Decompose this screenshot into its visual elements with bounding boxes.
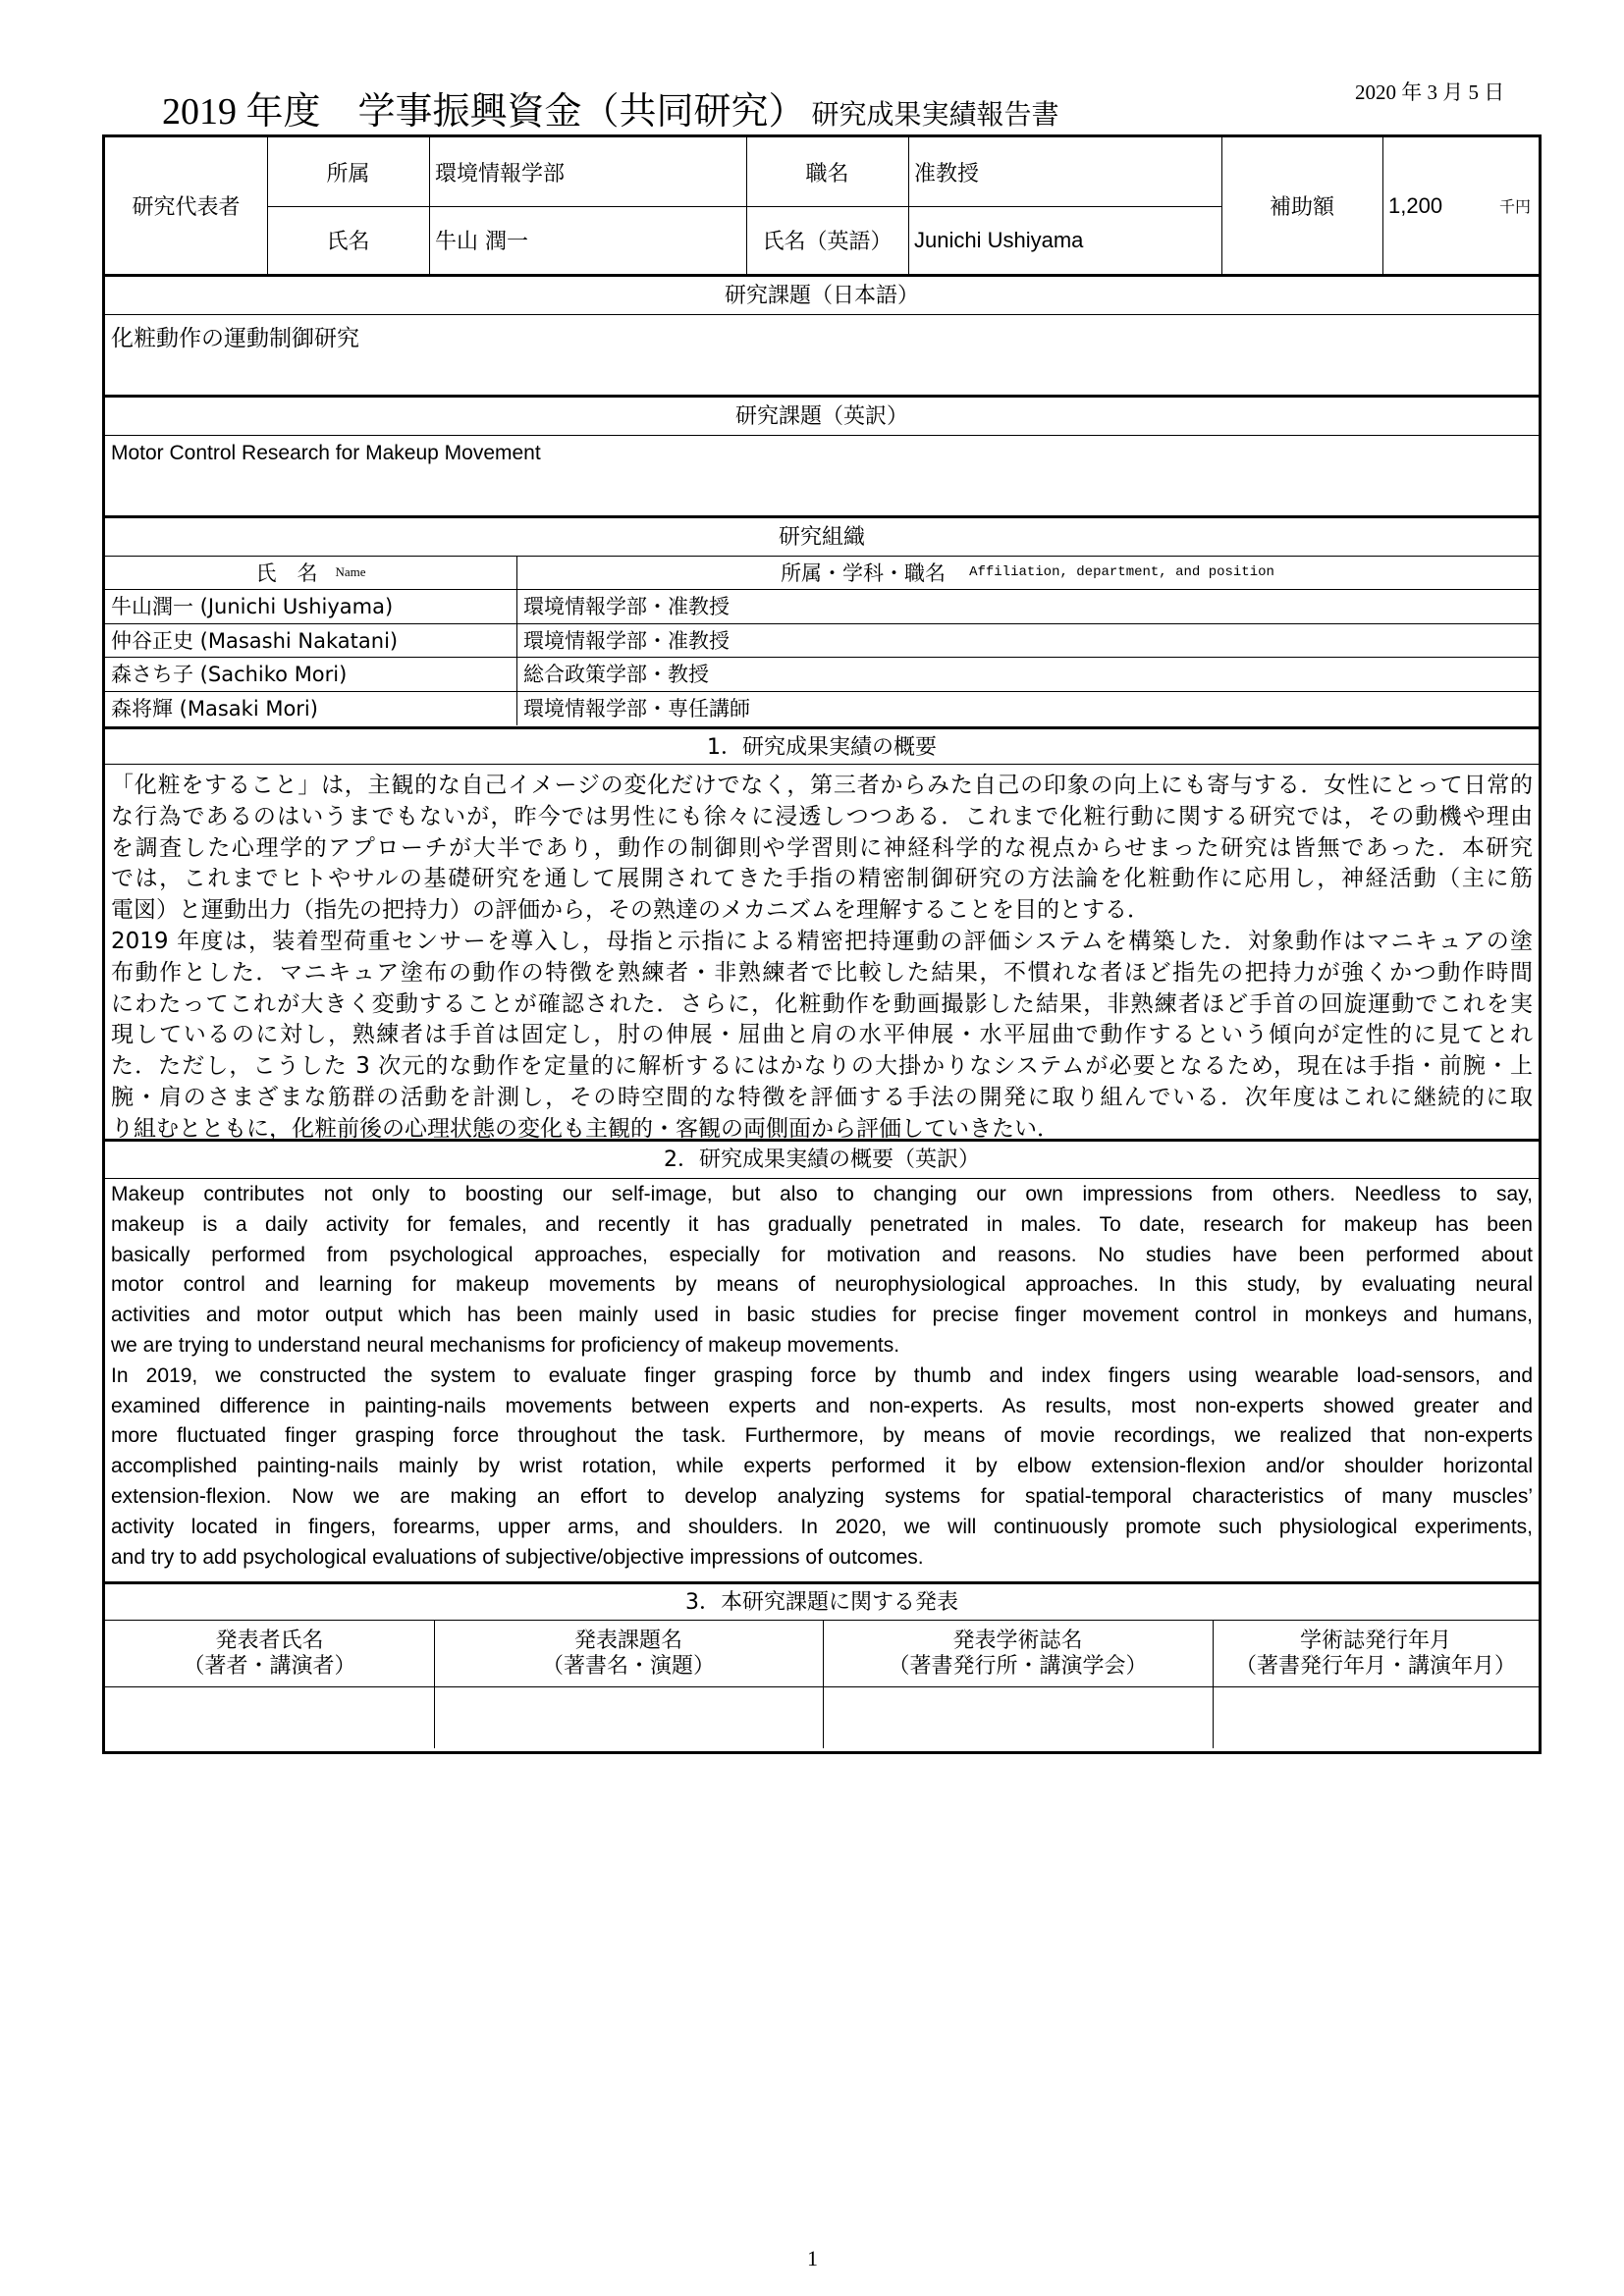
summary-line: Makeup contributes not only to boosting our self-image, but also to changing our own impressions from others. Needless to say, (111, 1183, 1533, 1205)
column-header-line2: （著書発行所・講演学会） (888, 1654, 1148, 1679)
grant-unit: 千円 (1499, 197, 1532, 216)
name-label: 氏名 (326, 230, 370, 254)
page-title (162, 80, 1059, 134)
summary-line: motor control and learning for makeup movements by means of neurophysiological approaches. In this study, by evaluating neural (111, 1273, 1533, 1297)
summary-line: り組むとともに，化粧前後の心理状態の変化も主観的・客観の両側面から評価していきたい． (111, 1115, 1059, 1142)
representative-label: 研究代表者 (132, 195, 241, 220)
title-jp-text: 化粧動作の運動制御研究 (111, 326, 359, 351)
column-header-line2: （著書発行年月・講演年月） (1234, 1654, 1516, 1679)
org-col-affil: 所属・学科・職名 Affiliation, department, and position (781, 561, 1274, 585)
column-header-line1: 発表課題名 (573, 1629, 682, 1653)
member-name: 森さち子 (Sachiko Mori) (111, 663, 348, 686)
publication-column-header (434, 1622, 823, 1686)
grant-amount: 1,200 (1388, 192, 1443, 218)
publications-heading: 3．本研究課題に関する発表 (685, 1590, 958, 1615)
summary-jp-heading: 1．研究成果実績の概要 (707, 735, 937, 760)
column-header-line1: 発表学術誌名 (952, 1629, 1083, 1653)
summary-line: にわたってこれが大きく変動することが確認された．さらに，化粧動作を動画撮影した結果，非熟練者ほど手首の回旋運動でこれを実 (111, 990, 1534, 1017)
summary-line: basically performed from psychological approaches, especially for motivation and reasons. No studies have been performed about (111, 1243, 1533, 1266)
report-form (102, 134, 1542, 1754)
title-sub: 研究成果実績報告書 (811, 98, 1059, 131)
affiliation-label: 所属 (326, 161, 370, 187)
summary-line: 現しているのに対し，熟練者は手首は固定し，肘の伸展・屈曲と肩の水平伸展・水平屈曲で動作するという傾向が定性的に見てとれ (111, 1022, 1534, 1048)
summary-line: activities and motor output which has been mainly used in basic studies for precise finger movement control in monkeys and humans, (111, 1304, 1533, 1327)
column-header-line2: （著者・講演者） (183, 1654, 356, 1679)
page-number: 1 (807, 2246, 818, 2270)
summary-line: た．ただし，こうした 3 次元的な動作を定量的に解析するにはかなりの大掛かりなシステムが必要となるため，現在は手指・前腕・上 (111, 1053, 1533, 1080)
summary-line: accomplished painting-nails mainly by wrist rotation, while experts performed it by elbow extension-flexion and/or shoulder horizontal (111, 1455, 1533, 1478)
summary-line: more fluctuated finger grasping force throughout the task. Furthermore, by means of movie recordings, we realized that non-experts (111, 1424, 1533, 1448)
member-affiliation: 環境情報学部・准教授 (523, 595, 730, 618)
summary-line: we are trying to understand neural mechanisms for proficiency of makeup movements. (111, 1334, 900, 1357)
position-label: 職名 (805, 161, 849, 187)
summary-line: 2019 年度は，装着型荷重センサーを導入し，母指と示指による精密把持運動の評価システムを構築した．対象動作はマニキュアの塗 (111, 929, 1533, 954)
summary-en-heading: 2．研究成果実績の概要（英訳） (664, 1148, 980, 1172)
name-value: 牛山 潤一 (435, 230, 528, 254)
summary-line: 布動作とした．マニキュア塗布の動作の特徴を熟練者・非熟練者で比較した結果，不慣れな者ほど指先の把持力が強くかつ動作時間 (111, 959, 1534, 986)
column-header-line2: （著書名・演題） (541, 1654, 715, 1679)
affiliation-value: 環境情報学部 (435, 161, 566, 187)
name-en-label: 氏名（英語） (762, 230, 893, 254)
report-date: 2020 年 3 月 5 日 (1355, 80, 1505, 104)
name-en-value: Junichi Ushiyama (914, 227, 1084, 252)
summary-line: な行為であるのはいうまでもないが，昨今では男性にも徐々に浸透しつつある．これまで化粧行動に関する研究では，その動機や理由 (111, 803, 1533, 829)
title-jp-heading: 研究課題（日本語） (724, 284, 919, 308)
title-en-text: Motor Control Research for Makeup Movement (111, 442, 541, 464)
column-header-line1: 学術誌発行年月 (1299, 1629, 1451, 1653)
summary-line: and try to add psychological evaluations of subjective/objective impressions of outcomes. (111, 1545, 924, 1569)
member-affiliation: 環境情報学部・専任講師 (523, 696, 750, 721)
title-en-heading: 研究課題（英訳） (734, 404, 908, 429)
summary-line: を調査した心理学的アプローチが大半であり，動作の制御則や学習則に神経科学的な視点からせまった研究は皆無であった．本研究 (111, 834, 1533, 861)
publication-column-header (105, 1622, 434, 1686)
publication-column-header (1213, 1622, 1539, 1686)
summary-line: extension-flexion. Now we are making an effort to develop analyzing systems for spatial-temporal characteristics of many muscles’ (111, 1485, 1533, 1508)
title-main: 2019 年度 学事振興資金（共同研究） (162, 91, 806, 133)
grant-label: 補助額 (1269, 195, 1334, 220)
member-name: 仲谷正史 (Masashi Nakatani) (111, 628, 399, 653)
position-value: 准教授 (914, 161, 980, 187)
summary-line: examined difference in painting-nails movements between experts and non-experts. As results, most non-experts showed greater and (111, 1394, 1533, 1417)
member-affiliation: 環境情報学部・准教授 (523, 628, 730, 653)
summary-line: activity located in fingers, forearms, upper arms, and shoulders. In 2020, we will continuously promote such physiological experiments, (111, 1515, 1533, 1538)
column-header-line1: 発表者氏名 (215, 1629, 324, 1653)
org-col-name: 氏 名 Name (255, 561, 366, 585)
summary-line: 「化粧をすること」は，主観的な自己イメージの変化だけでなく，第三者からみた自己の印象の向上にも寄与する．女性にとって日常的 (111, 773, 1533, 798)
member-name: 森将輝 (Masaki Mori) (111, 696, 318, 721)
member-name: 牛山潤一 (Junichi Ushiyama) (111, 595, 394, 618)
summary-line: では，これまでヒトやサルの基礎研究を通して展開されてきた手指の精密制御研究の方法論を化粧動作に応用し，神経活動（主に筋 (111, 866, 1533, 892)
publication-column-header (823, 1622, 1213, 1686)
summary-line: 腕・肩のさまざまな筋群の活動を計測し，その時空間的な特徴を評価する手法の開発に取り組んでいる．次年度はこれに継続的に取 (111, 1085, 1534, 1110)
org-heading: 研究組織 (778, 525, 865, 550)
summary-line: makeup is a daily activity for females, and recently it has gradually penetrated in males. To date, research for makeup has been (111, 1212, 1533, 1236)
member-affiliation: 総合政策学部・教授 (523, 663, 709, 686)
summary-line: 電図）と運動出力（指先の把持力）の評価から，その熟達のメカニズムを理解することを目的とする． (111, 897, 1150, 924)
summary-line: In 2019, we constructed the system to evaluate finger grasping force by thumb and index fingers using wearable load-sensors, and (111, 1363, 1533, 1387)
